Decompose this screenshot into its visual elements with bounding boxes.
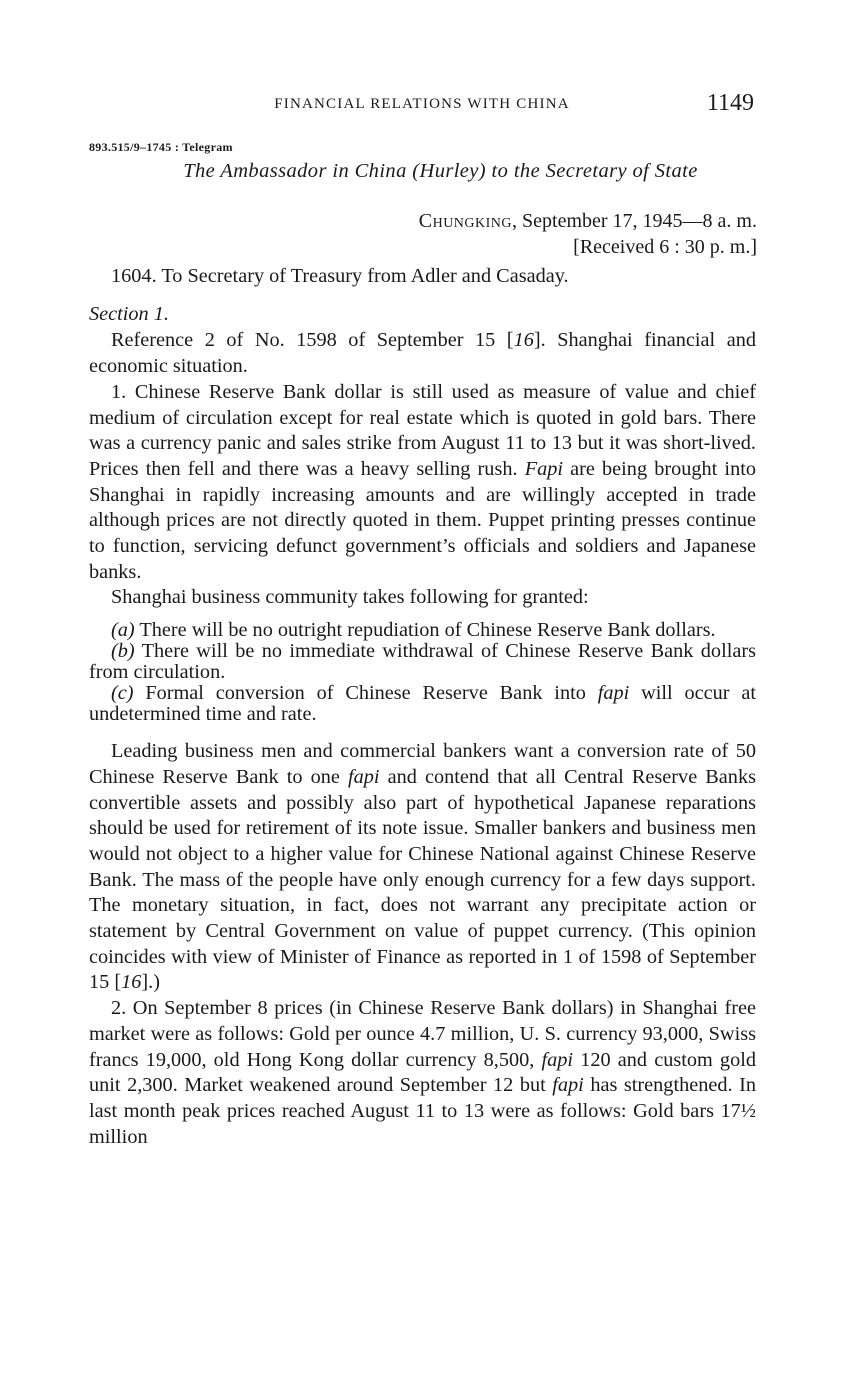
subpoint-a-label: (a) bbox=[111, 619, 135, 642]
subpoint-b bbox=[89, 641, 756, 683]
dateline-date: , September 17, 1945—8 a. m. bbox=[512, 210, 757, 232]
paragraph-2 bbox=[89, 996, 756, 1150]
dateline-date-line bbox=[419, 208, 757, 234]
paragraph-reference-text-end: ]. Shanghai financial and economic situation. bbox=[89, 329, 756, 378]
paragraph-1-text-end: are being brought into Shanghai in rapidly increasing amounts and are willingly accepted in trade although prices are not directly quoted in them. Puppet printing presses continue to function, servicing defunct government’s officials and soldiers and Japanese banks. bbox=[89, 457, 756, 583]
paragraph-leading-footnote: 16 bbox=[121, 971, 142, 994]
paragraph-2-fapi-2: fapi bbox=[552, 1074, 584, 1097]
paragraph-leading-fapi: fapi bbox=[347, 765, 380, 788]
dateline-received: [Received 6 : 30 p. m.] bbox=[573, 236, 757, 258]
paragraph-2-text-end: has strengthened. In last month peak prices reached August 11 to 13 were as follows: Gold bars 17½ million bbox=[89, 1074, 756, 1148]
subpoint-list bbox=[89, 620, 756, 725]
subpoint-a bbox=[89, 620, 756, 641]
paragraph-leading-text-2: and contend that all Central Reserve Banks convertible assets and possibly also part of hypothetical Japanese reparations should be used for retirement of its note issue. Smaller bankers and business men would not object to a higher value for Chinese National against Chinese Reserve Bank. The mass of the people have only enough currency for a few days support. The monetary situation, in fact, does not warrant any precipitate action or statement by Central Government on value of puppet currency. (This opinion coincides with view of Minister of Finance as reported in 1 of 1598 of September 15 [ bbox=[89, 765, 756, 994]
subpoint-c-text: Formal conversion of Chinese Reserve Bank into bbox=[133, 682, 598, 705]
section-heading: Section 1. bbox=[89, 302, 169, 325]
paragraph-leading-text-end: ].) bbox=[141, 971, 160, 994]
paragraph-2-fapi: fapi bbox=[541, 1048, 574, 1071]
paragraph-community: Shanghai business community takes following for granted: bbox=[111, 586, 589, 609]
paragraph-1-text: 1. Chinese Reserve Bank dollar is still used as measure of value and chief medium of circulation except for real estate which is quoted in gold bars. There was a currency panic and sales strike from August 11 to 13 but it was short-lived. Prices then fell and there was a heavy selling rush. bbox=[89, 380, 756, 480]
page-header bbox=[88, 90, 756, 120]
paragraph-2-text: 2. On September 8 prices (in Chinese Reserve Bank dollars) in Shanghai free market were as follows: Gold per ounce 4.7 million, U. S. currency 93,000, Swiss francs 19,000, old Hong Kong dollar currency 8,500, bbox=[89, 997, 756, 1071]
document-body bbox=[89, 264, 756, 1150]
running-title: FINANCIAL RELATIONS WITH CHINA bbox=[274, 96, 570, 112]
document-title: The Ambassador in China (Hurley) to the Secretary of State bbox=[183, 160, 698, 182]
paragraph-leading bbox=[89, 739, 756, 996]
subpoint-b-text: There will be no immediate withdrawal of Chinese Reserve Bank dollars from circulation. bbox=[89, 640, 756, 684]
paragraph-reference-footnote: 16 bbox=[513, 329, 534, 352]
subpoint-c-label: (c) bbox=[111, 682, 134, 705]
file-reference: 893.515/9–1745 : Telegram bbox=[89, 140, 233, 154]
subpoint-c bbox=[89, 683, 756, 725]
page-number: 1149 bbox=[706, 90, 754, 116]
dateline bbox=[419, 208, 757, 260]
paragraph-2-text-2: 120 and custom gold unit 2,300. Market weakened around September 12 but bbox=[89, 1048, 756, 1097]
paragraph-1-fapi: Fapi bbox=[524, 457, 563, 480]
subpoint-c-fapi: fapi bbox=[597, 682, 630, 705]
paragraph-reference-text: Reference 2 of No. 1598 of September 15 [ bbox=[111, 329, 514, 352]
paragraph-leading-text: Leading business men and commercial bankers want a conversion rate of 50 Chinese Reserve Bank to one bbox=[89, 740, 756, 788]
paragraph-1 bbox=[89, 380, 756, 586]
subpoint-a-text: There will be no outright repudiation of Chinese Reserve Bank dollars. bbox=[134, 619, 716, 642]
subpoint-c-text-end: will occur at undetermined time and rate. bbox=[89, 682, 756, 726]
paragraph-reference bbox=[89, 328, 756, 379]
telegram-intro: 1604. To Secretary of Treasury from Adler and Casaday. bbox=[111, 265, 569, 287]
dateline-place: Chungking bbox=[418, 210, 513, 232]
subpoint-b-label: (b) bbox=[111, 640, 135, 663]
